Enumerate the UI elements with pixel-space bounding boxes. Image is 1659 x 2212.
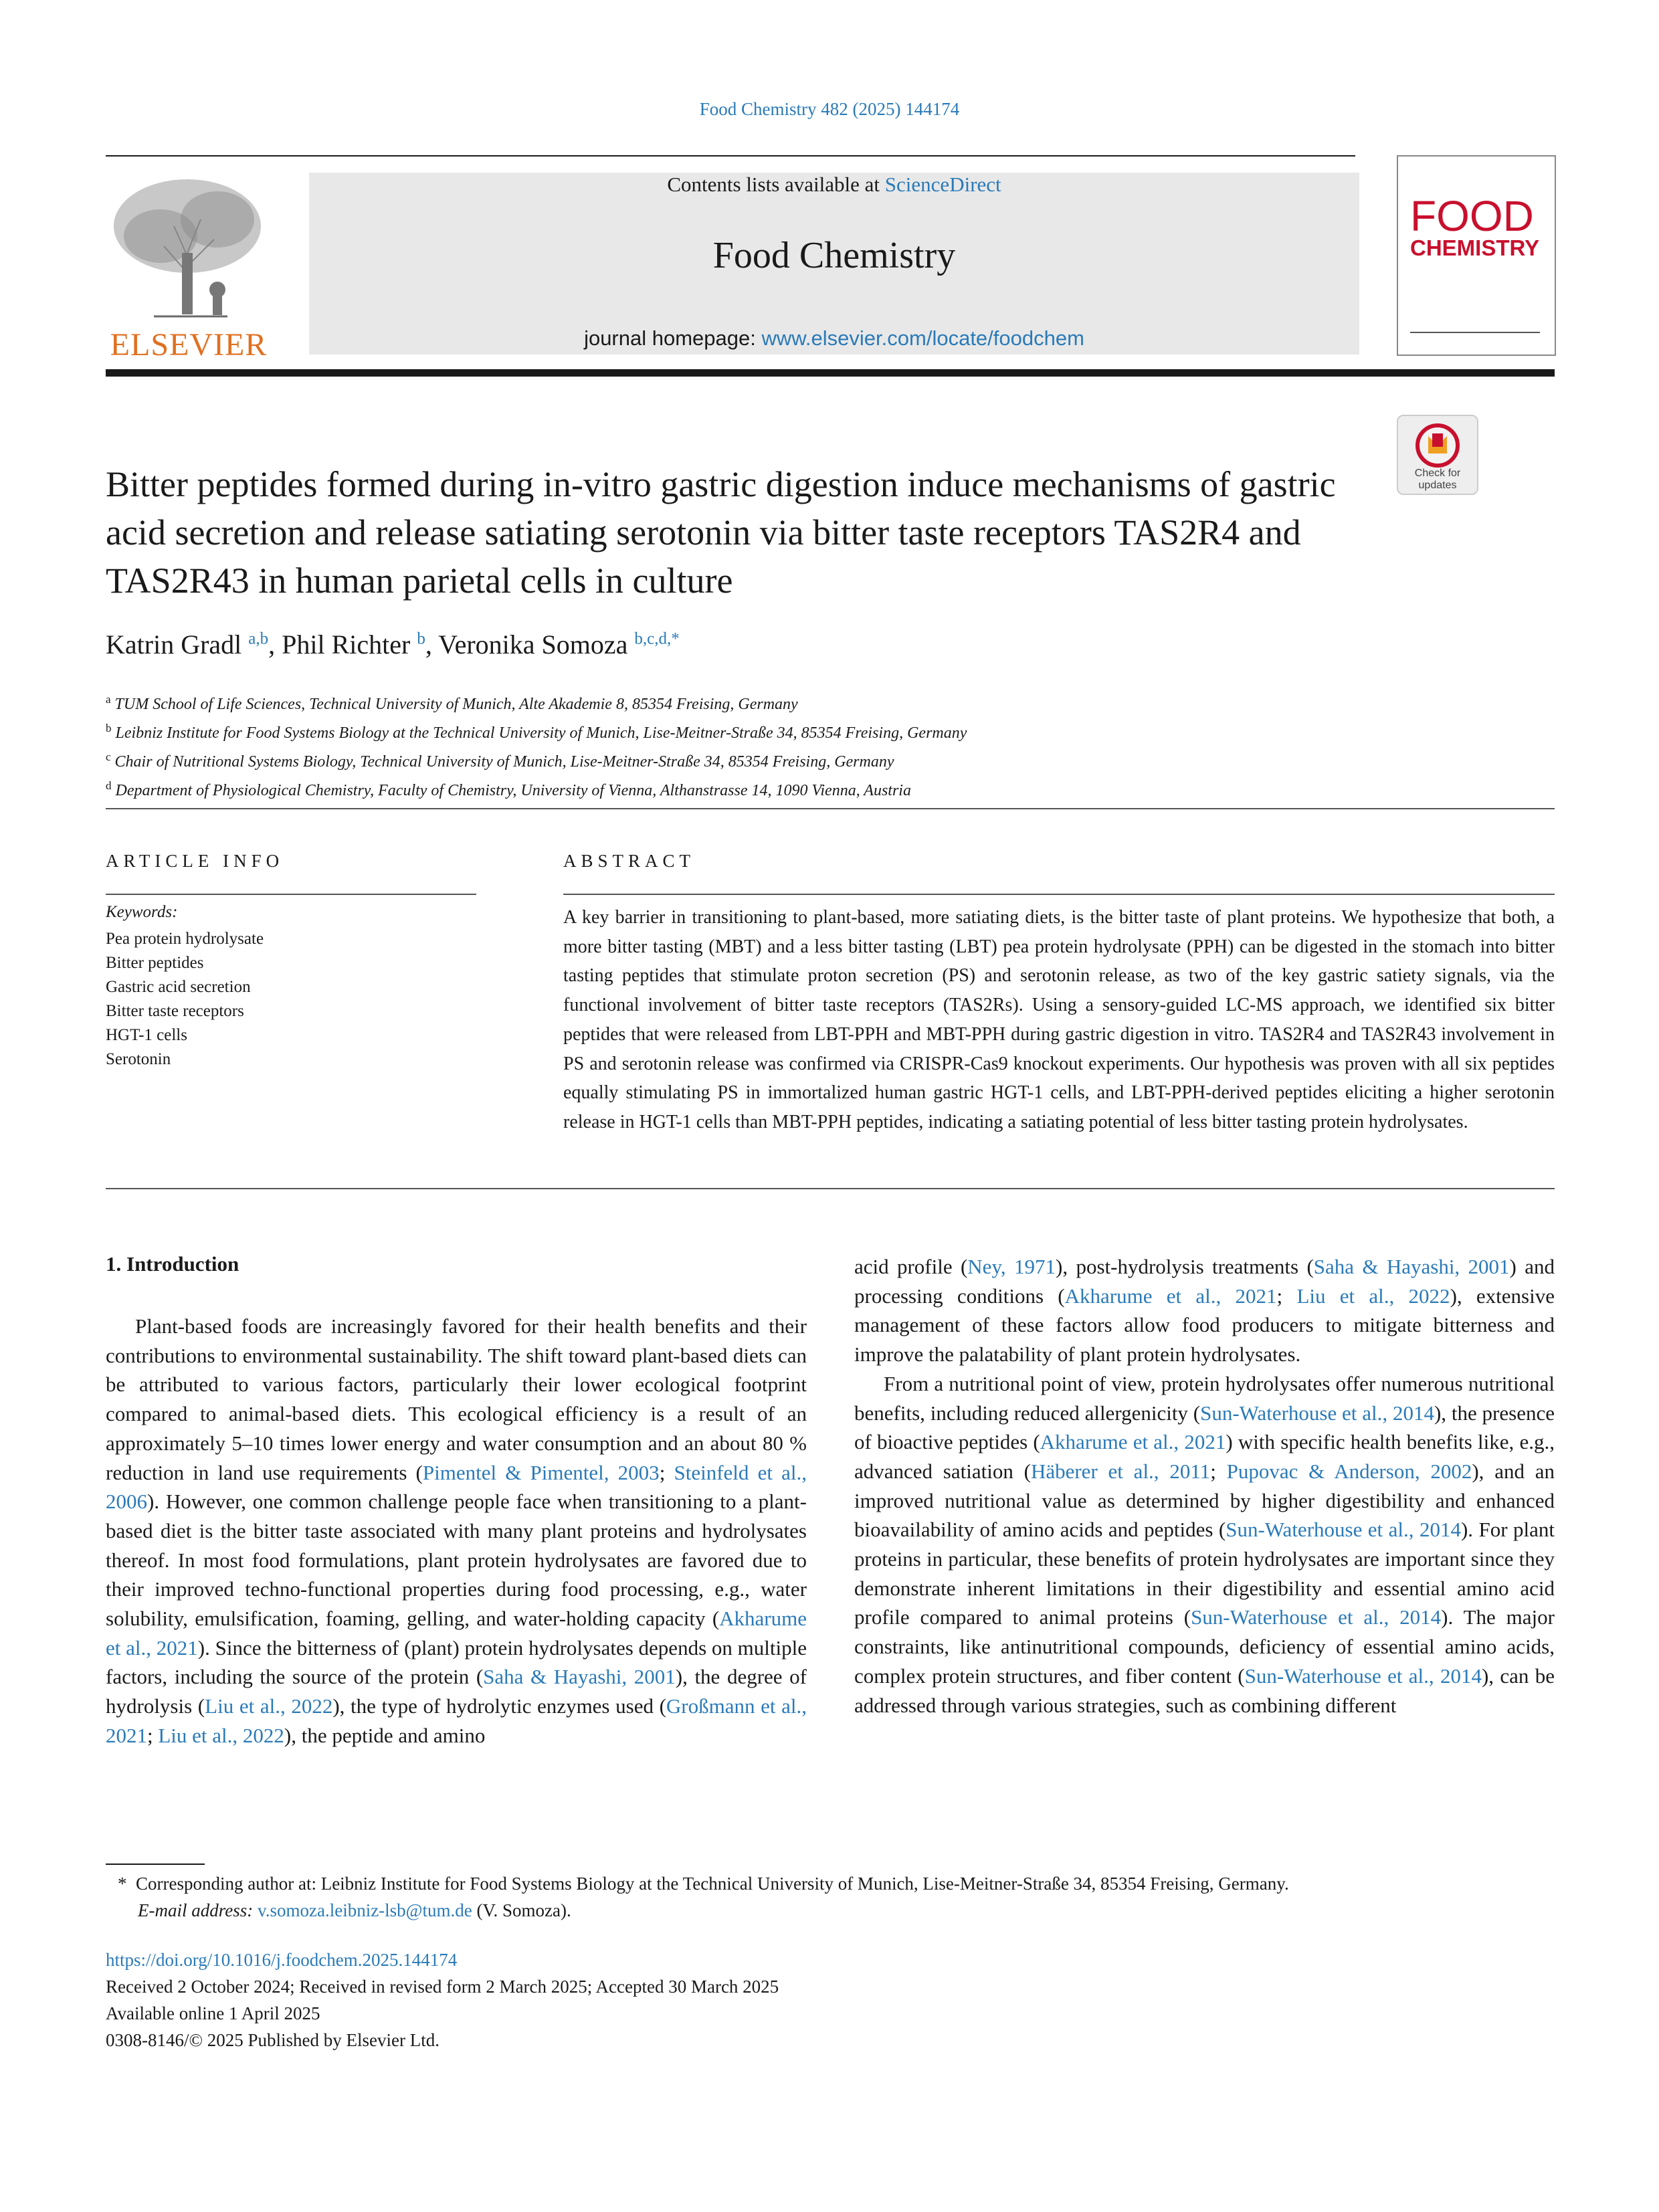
keyword: Pea protein hydrolysate [106,930,264,948]
citation-link[interactable]: Pupovac & Anderson, 2002 [1226,1459,1472,1483]
keyword: Bitter taste receptors [106,1002,244,1020]
abstract-rule [563,894,1555,895]
body-paragraph [106,1312,807,1750]
sciencedirect-link[interactable]: ScienceDirect [884,173,1001,196]
paragraph-text: ) with specific health benefits like, e.g., advanced satiation ( [854,1430,1555,1483]
section-heading-introduction: 1. Introduction [106,1252,239,1276]
affiliation [106,745,1510,774]
paragraph-text: ; [147,1723,159,1747]
cover-chemistry-text: CHEMISTRY [1410,235,1540,260]
citation-link[interactable]: Liu et al., 2022 [205,1694,333,1718]
author-name: Phil Richter [282,629,411,660]
article-info-heading: ARTICLE INFO [106,851,284,871]
affiliation-mark: a [106,693,111,706]
body-column-right [854,1252,1555,1720]
body-paragraph [854,1369,1555,1720]
keywords-list [106,927,264,1072]
paragraph-text: acid profile ( [854,1255,968,1278]
paragraph-text: ) and processing conditions ( [854,1255,1555,1308]
paragraph-text: ; [1276,1284,1297,1308]
abstract-bottom-rule [106,1188,1555,1189]
svg-text:updates: updates [1418,480,1457,491]
tree-icon [100,173,274,320]
contents-line [309,173,1359,197]
body-paragraph [854,1252,1555,1369]
author-affiliation-marks[interactable]: a,b [248,629,269,648]
header-thick-rule [106,369,1555,377]
paragraph-text: ), post-hydrolysis treatments ( [1056,1255,1314,1278]
keyword: Bitter peptides [106,954,204,972]
paragraph-text: ), the type of hydrolytic enzymes used ( [332,1694,666,1718]
affiliation [106,688,1510,716]
keywords-label: Keywords: [106,903,178,921]
email-suffix: (V. Somoza). [472,1900,571,1920]
footnote-text: Corresponding author at: Leibniz Institute for Food Systems Biology at the Technical University of Munich, Lise-Meitner-Straße 34, 85354 Freising, Germany. [136,1874,1289,1894]
author-affiliation-marks[interactable]: b,c,d,* [634,629,680,648]
affiliation-text: TUM School of Life Sciences, Technical University of Munich, Alte Akademie 8, 85354 Freising, Germany [114,696,798,713]
doi-link[interactable]: https://doi.org/10.1016/j.foodchem.2025.144174 [106,1950,458,1970]
footnote-line [106,1870,1555,1897]
online-line: Available online 1 April 2025 [106,2003,320,2023]
paragraph-text: ), the peptide and amino [284,1723,486,1747]
keyword: HGT-1 cells [106,1026,187,1044]
paragraph-text: ), the degree of hydrolysis ( [106,1665,807,1718]
citation-link[interactable]: Steinfeld et al., 2006 [106,1460,807,1514]
paragraph-text: From a nutritional point of view, protein hydrolysates offer numerous nutritional benefits, including reduced allergenicity ( [854,1371,1555,1425]
affiliation-text: Department of Physiological Chemistry, Faculty of Chemistry, University of Vienna, Althanstrasse 14, 1090 Vienna, Austria [115,782,911,799]
email-link[interactable]: v.somoza.leibniz-lsb@tum.de [257,1900,472,1920]
paragraph-text: ; [1210,1459,1227,1483]
check-for-updates-badge[interactable] [1397,415,1478,495]
publication-info [106,1946,1555,2053]
affiliation-mark: d [106,779,112,792]
email-line [106,1897,1555,1924]
homepage-line [309,326,1359,350]
citation-link[interactable]: Saha & Hayashi, 2001 [483,1665,676,1689]
citation-link[interactable]: Ney, 1971 [967,1255,1056,1278]
paragraph-text: ), and an improved nutritional value as determined by higher digestibility and enhanced bioavailability of amino acids and peptides ( [854,1459,1555,1542]
paragraph-text: ), can be addressed through various strategies, such as combining different [854,1664,1555,1717]
paragraph-text: ). Since the bitterness of (plant) protein hydrolysates depends on multiple factors, including the source of the protein ( [106,1635,807,1689]
body-column-left [106,1312,807,1750]
affiliation-text: Chair of Nutritional Systems Biology, Technical University of Munich, Lise-Meitner-Straße 34, 85354 Freising, Germany [114,753,894,771]
article-title: Bitter peptides formed during in-vitro gastric digestion induce mechanisms of gastric acid secretion and release satiating serotonin via bitter taste receptors TAS2R4 and TAS2R43 in human parietal cells in culture [106,464,1336,601]
corresponding-author-footnote [106,1870,1555,1924]
citation-link[interactable]: Liu et al., 2022 [1296,1284,1450,1308]
citation-link[interactable]: Akharume et al., 2021 [1064,1284,1277,1308]
paragraph-text: ). The major constraints, like antinutritional compounds, deficiency of essential amino acids, complex protein structures, and fiber content ( [854,1605,1555,1688]
check-updates-icon [1398,416,1477,494]
email-label: E-mail address: [138,1900,258,1920]
paragraph-text: ; [659,1460,674,1484]
author-list: Katrin Gradl $^{a,b}$, Phil Richter $^b$, Veronika Somoza $^{b,c,d,*}$ [106,629,680,660]
citation-link[interactable]: Saha & Hayashi, 2001 [1313,1255,1510,1278]
affiliation-mark: b [106,722,112,734]
svg-text:Check for: Check for [1414,468,1461,479]
author-name: Veronika Somoza [438,629,628,660]
footnote-rule [106,1864,205,1865]
cover-bar [1410,332,1540,333]
affiliation [106,716,1510,745]
copyright-line: 0308-8146/© 2025 Published by Elsevier Ltd. [106,2030,440,2050]
paragraph-text: ). For plant proteins in particular, these benefits of protein hydrolysates are important since they demonstrate inherent limitations in their digestibility and essential amino acid profile compared to animal proteins ( [854,1518,1555,1629]
abstract-text: A key barrier in transitioning to plant-based, more satiating diets, is the bitter taste of plant proteins. We hypothesize that both, a more bitter tasting (MBT) and a less bitter tasting (LBT) pea protein hydrolysate (PPH) can be digested in the stomach into bitter tasting peptides that stimulate proton secretion (PS) and serotonin release, as two of the key gastric satiety signals, via the functional involvement of bitter taste receptors (TAS2Rs). Using a sensory-guided LC-MS approach, we identified six bitter peptides that were released from LBT-PPH and MBT-PPH during gastric digestion in vitro. TAS2R4 and TAS2R43 involvement in PS and serotonin release was confirmed via CRISPR-Cas9 knockout experiments. Our hypothesis was proven with all six peptides equally stimulating PS in immortalized human gastric HGT-1 cells, and LBT-PPH-derived peptides eliciting a higher serotonin release in HGT-1 cells than MBT-PPH peptides, indicating a satiating potential of less bitter tasting protein hydrolysates. [563,907,1555,1132]
affiliations [106,688,1510,803]
abstract-heading: ABSTRACT [563,851,696,871]
journal-title: Food Chemistry [712,235,956,276]
citation-link[interactable]: Akharume et al., 2021 [1040,1430,1226,1454]
article-info-rule [106,894,476,895]
affiliation-rule [106,808,1555,809]
citation-link[interactable]: Sun-Waterhouse et al., 2014 [1191,1605,1442,1629]
homepage-prefix: journal homepage: [584,326,762,350]
paragraph-text: ), extensive management of these factors allow food producers to mitigate bitterness and improve the palatability of plant protein hydrolysates. [854,1284,1555,1367]
contents-prefix: Contents lists available at [667,173,885,196]
footnote-star: * [118,1874,127,1894]
author-affiliation-marks[interactable]: b [417,629,425,648]
paragraph-text: ). However, one common challenge people face when transitioning to a plant-based diet is the bitter taste associated with many plant proteins and hydrolysates thereof. In most food formulations, plant protein hydrolysates are favored due to their improved techno-functional properties during food processing, e.g., water solubility, emulsification, foaming, gelling, and water-holding capacity ( [106,1490,807,1631]
author-name: Katrin Gradl [106,629,242,660]
cover-food-text: FOOD [1410,192,1534,240]
citation-link[interactable]: Sun-Waterhouse et al., 2014 [1200,1401,1434,1425]
citation-link[interactable]: Sun-Waterhouse et al., 2014 [1244,1664,1482,1688]
citation-link[interactable]: Akharume et al., 2021 [106,1607,807,1660]
citation-link[interactable]: Liu et al., 2022 [158,1723,284,1747]
citation-link[interactable]: Großmann et al., 2021 [106,1694,807,1747]
citation-link[interactable]: Pimentel & Pimentel, 2003 [422,1460,660,1484]
header-rule [106,155,1355,157]
paragraph-text: Plant-based foods are increasingly favored for their health benefits and their contributions to environmental sustainability. The shift toward plant-based diets can be attributed to various factors, particularly their lower ecological footprint compared to animal-based diets. This ecological efficiency is a result of an approximately 5–10 times lower energy and water consumption and an about 80 % reduction in land use requirements ( [106,1314,807,1484]
affiliation [106,774,1510,803]
keyword: Serotonin [106,1050,171,1068]
paragraph-text: ), the presence of bioactive peptides ( [854,1401,1555,1454]
keyword: Gastric acid secretion [106,978,251,996]
affiliation-mark: c [106,750,111,763]
elsevier-wordmark: ELSEVIER [110,327,268,363]
journal-citation[interactable]: Food Chemistry 482 (2025) 144174 [699,99,960,119]
citation-link[interactable]: Sun-Waterhouse et al., 2014 [1226,1518,1461,1542]
dates-line: Received 2 October 2024; Received in revised form 2 March 2025; Accepted 30 March 2025 [106,1977,779,1997]
journal-cover[interactable] [1397,155,1556,356]
affiliation-text: Leibniz Institute for Food Systems Biology at the Technical University of Munich, Lise-Meitner-Straße 34, 85354 Freising, Germany [115,724,967,742]
homepage-link[interactable]: www.elsevier.com/locate/foodchem [761,326,1084,350]
citation-link[interactable]: Häberer et al., 2011 [1030,1459,1211,1483]
